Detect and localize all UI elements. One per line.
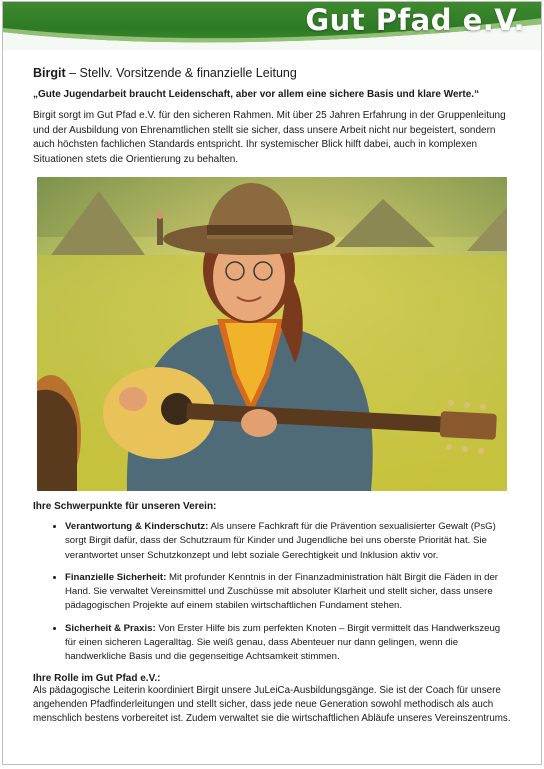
role-text: Als pädagogische Leiterin koordiniert Birgit unsere JuLeiCa-Ausbildungsgänge. Sie ist der Coach für unsere angehenden Pfadfinderleitungen und stellt sicher, dass jede neue Generation sowohl methodisch als auch menschlich bestens vorbereitet ist. Zudem verwaltet sie die wirtschaftlichen Abläufe unseres Vereinszentrums.	[33, 684, 511, 725]
main-content	[3, 50, 541, 727]
list-item-text: Mit profunder Kenntnis in der Finanzadministration hält Birgit die Fäden in der Hand. Sie verwaltet Vereinsmittel und Zuschüsse mit absoluter Klarheit und stellt sicher, dass unsere pädagogischen Projekte auf einem stabilen wirtschaftlichen Fundament stehen.	[65, 571, 498, 612]
portrait-photo	[37, 177, 507, 491]
list-item-lead: Finanzielle Sicherheit:	[65, 571, 167, 583]
profile-role: Stellv. Vorsitzende & finanzielle Leitung	[79, 66, 297, 80]
header-banner	[3, 2, 541, 50]
list-item-lead: Sicherheit & Praxis:	[65, 622, 156, 634]
profile-title	[33, 66, 511, 80]
list-item	[65, 571, 511, 614]
list-item	[65, 622, 511, 665]
brand-logo: Gut Pfad e.V.	[305, 3, 525, 37]
role-heading: Ihre Rolle im Gut Pfad e.V.:	[33, 672, 161, 684]
focus-heading: Ihre Schwerpunkte für unseren Verein:	[33, 501, 217, 512]
list-item-lead: Verantwortung & Kinderschutz:	[65, 521, 209, 532]
profile-name: Birgit	[33, 66, 66, 80]
title-dash: –	[65, 66, 80, 80]
list-item-text: Als unsere Fachkraft für die Prävention sexualisierter Gewalt (PsG) sorgt Birgit dafür, dass der Schutzraum für Kinder und Jugendliche bei uns oberste Priorität hat. Sie verantwortet unser Schutzkonzept und lebt soziale Gerechtigkeit und Inklusion aktiv vor.	[65, 521, 496, 561]
document-page	[2, 1, 542, 765]
profile-quote: „Gute Jugendarbeit braucht Leidenschaft, aber vor allem eine sichere Basis und klare Werte.“	[33, 89, 480, 100]
list-item-text: Von Erster Hilfe bis zum perfekten Knoten – Birgit vermittelt das Handwerkszeug für einen sicheren Lageralltag. Sie weiß genau, dass Abenteuer nur dann gelingen, wenn die handwerkliche Basis und die gegenseitige Achtsamkeit stimmen.	[65, 622, 501, 663]
focus-list	[33, 520, 511, 665]
list-item	[65, 520, 511, 563]
profile-intro: Birgit sorgt im Gut Pfad e.V. für den sicheren Rahmen. Mit über 25 Jahren Erfahrung in der Gruppenleitung und der Ausbildung von Ehrenamtlichen stellt sie sicher, dass unsere Arbeit nicht nur begeistert, sondern auch höchsten fachlichen Standards entspricht. Ihr systemischer Blick hilft dabei, auch in komplexen Situationen stets die Orientierung zu behalten.	[33, 110, 506, 165]
guitar-head	[440, 411, 497, 440]
